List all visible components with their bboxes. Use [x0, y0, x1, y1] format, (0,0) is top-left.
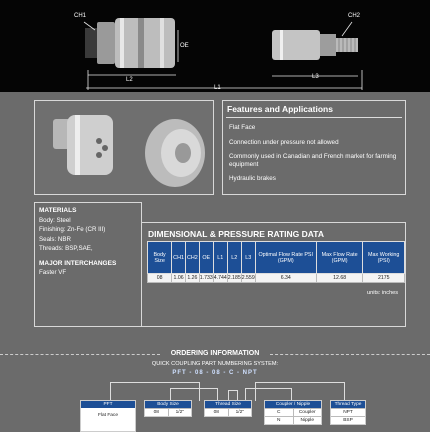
connector-line	[255, 382, 345, 401]
table-cell: 2.185	[227, 275, 241, 281]
coupler-value: Coupler	[293, 408, 322, 416]
nipple-value: Nipple	[293, 416, 322, 424]
part-number-code: PFT - 08 - 08 - C - NPT	[172, 370, 258, 376]
col-header: Optimal Flow Rate PSI (GPM)	[255, 242, 316, 274]
units-note: units: inches	[367, 290, 399, 296]
material-line: Seals: NBR	[39, 235, 71, 243]
product-dimension-photo	[0, 0, 430, 92]
ordering-subtitle: QUICK COUPLING PART NUMBERING SYSTEM:	[151, 361, 279, 367]
material-line: Threads: BSP,SAE,	[39, 245, 93, 252]
oe-label: OE	[180, 43, 189, 49]
pft-header: PFT	[81, 401, 135, 408]
material-line: Body: Steel	[39, 216, 71, 224]
table-cell: 1.733	[199, 275, 213, 281]
features-panel	[222, 100, 406, 195]
ch2-label: CH2	[348, 13, 361, 19]
materials-title: MATERIALS	[39, 207, 77, 214]
features-divider	[226, 117, 402, 118]
table-cell: 1.26	[187, 275, 198, 281]
l3-label: L3	[312, 74, 319, 80]
nipple-code: N	[265, 416, 293, 424]
table-cell: 4.744	[213, 275, 227, 281]
thread-size-code: 08	[205, 408, 228, 416]
col-header: Body Size	[148, 242, 172, 274]
l1-label: L1	[214, 85, 221, 91]
thread-type-box	[330, 400, 366, 425]
product-photo	[35, 101, 213, 194]
table-row	[148, 274, 405, 283]
product-photo-box	[34, 100, 214, 195]
col-header: CH2	[185, 242, 199, 274]
body-size-code: 08	[145, 408, 168, 416]
coupler-nipple-box	[264, 400, 322, 425]
ordering-title: ORDERING INFORMATION	[170, 350, 260, 357]
coupler-nipple-header: Coupler / Nipple	[265, 401, 321, 408]
table-header-row	[148, 242, 405, 274]
l2-label: L2	[126, 77, 133, 83]
feature-item: Flat Face	[229, 124, 256, 131]
body-size-value: 1/2"	[168, 408, 192, 416]
material-line: Finishing: Zn-Fe (CR III)	[39, 226, 106, 233]
nipple-image	[272, 30, 358, 60]
table-cell: 08	[148, 274, 172, 283]
body-size-header: Body Size	[145, 401, 191, 408]
coupler-dimension-drawing	[0, 0, 430, 92]
table-cell: 6.34	[255, 274, 316, 283]
features-title: Features and Applications	[227, 104, 333, 114]
body-size-box	[144, 400, 192, 417]
thread-type-npt: NPT	[331, 408, 365, 416]
col-header: L2	[227, 242, 241, 274]
thread-type-bsp: BSP	[331, 416, 365, 424]
ch1-label: CH1	[74, 13, 87, 19]
feature-item: Connection under pressure not allowed	[229, 138, 339, 146]
col-header: CH1	[172, 242, 186, 274]
pft-desc: Flat Face	[98, 413, 118, 418]
interchange-value: Faster VF	[39, 269, 67, 276]
materials-panel	[34, 202, 142, 327]
features-list	[223, 122, 405, 185]
pft-box	[80, 400, 136, 432]
table-cell: 2.559	[241, 275, 255, 281]
dimension-table	[147, 241, 405, 283]
coupler-code: C	[265, 408, 293, 416]
table-cell: 12.68	[316, 274, 363, 283]
feature-item: Commonly used in Canadian and French market for farming equipment	[229, 153, 397, 168]
col-header: Max Flow Rate (GPM)	[316, 242, 363, 274]
col-header: L1	[213, 242, 227, 274]
col-header: Max Working (PSI)	[363, 242, 405, 274]
thread-size-box	[204, 400, 252, 417]
thread-size-header: Thread Size	[205, 401, 251, 408]
feature-item: Hydraulic brakes	[229, 175, 276, 182]
coupler-image	[85, 18, 175, 68]
thread-size-value: 1/2"	[228, 408, 252, 416]
col-header: OE	[199, 242, 213, 274]
thread-type-header: Thread Type	[331, 401, 365, 408]
table-cell: 1.06	[173, 275, 184, 281]
col-header: L3	[241, 242, 255, 274]
interchanges-title: MAJOR INTERCHANGES	[39, 259, 117, 267]
table-cell: 2175	[363, 274, 405, 283]
dimension-table-title: DIMENSIONAL & PRESSURE RATING DATA	[148, 229, 324, 239]
